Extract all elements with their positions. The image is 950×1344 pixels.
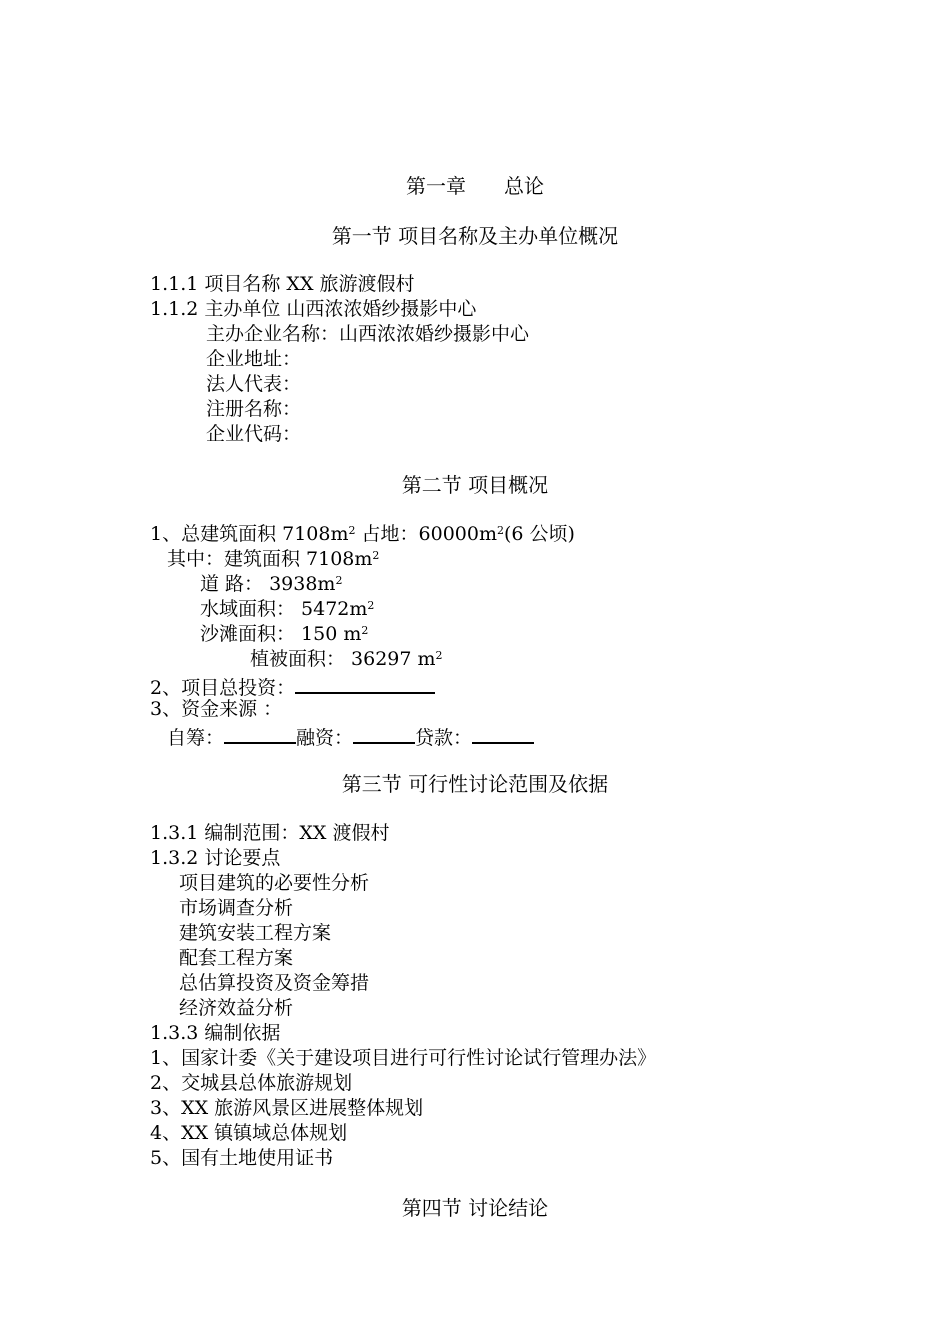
company-code-line: 企业代码： xyxy=(206,423,302,445)
sponsor-line: 1.1.2 主办单位 山西浓浓婚纱摄影中心 xyxy=(150,298,477,320)
basis-item: 2、交城县总体旅游规划 xyxy=(150,1072,353,1094)
land-area-text: 占地：60000m xyxy=(355,523,497,545)
superscript-2: 2 xyxy=(335,574,343,587)
superscript-2: 2 xyxy=(361,624,369,637)
chapter-heading xyxy=(0,173,950,199)
total-area-line xyxy=(150,522,575,547)
section-3-heading: 第三节 可行性讨论范围及依据 xyxy=(341,772,609,796)
total-investment-label: 2、项目总投资： xyxy=(150,677,296,699)
key-points-line: 1.3.2 讨论要点 xyxy=(150,847,281,869)
section-2-heading: 第二节 项目概况 xyxy=(401,473,549,497)
hectare-text: (6 公顷) xyxy=(504,523,575,545)
company-name-line: 主办企业名称：山西浓浓婚纱摄影中心 xyxy=(206,323,530,345)
superscript-2: 2 xyxy=(367,599,375,612)
superscript-2: 2 xyxy=(497,524,504,537)
road-area-text: 道 路： 3938m xyxy=(200,573,336,595)
key-point-item: 项目建筑的必要性分析 xyxy=(179,872,370,894)
road-area-line xyxy=(200,572,342,597)
key-point-item: 经济效益分析 xyxy=(179,997,294,1019)
vegetation-area-line xyxy=(250,647,443,672)
project-name-line: 1.1.1 项目名称 XX 旅游渡假村 xyxy=(150,273,415,295)
fund-breakdown-line xyxy=(167,722,534,751)
basis-line: 1.3.3 编制依据 xyxy=(150,1022,281,1044)
chapter-title: 总论 xyxy=(504,174,544,198)
key-point-item: 配套工程方案 xyxy=(179,947,294,969)
key-point-item: 建筑安装工程方案 xyxy=(179,922,332,944)
self-raised-label: 自筹： xyxy=(167,727,225,749)
section-1-heading: 第一节 项目名称及主办单位概况 xyxy=(331,224,619,248)
financing-blank xyxy=(353,722,415,744)
chapter-number: 第一章 xyxy=(406,174,466,198)
vegetation-area-text: 植被面积： 36297 m xyxy=(250,648,436,670)
legal-rep-line: 法人代表： xyxy=(206,373,302,395)
basis-item: 4、XX 镇镇域总体规划 xyxy=(150,1122,348,1144)
total-area-text: 1、总建筑面积 7108m xyxy=(150,523,349,545)
key-point-item: 市场调查分析 xyxy=(179,897,294,919)
beach-area-text: 沙滩面积： 150 m xyxy=(200,623,362,645)
building-area-text: 其中：建筑面积 7108m xyxy=(167,548,373,570)
superscript-2: 2 xyxy=(348,524,356,537)
section-4-heading: 第四节 讨论结论 xyxy=(401,1196,549,1220)
self-raised-blank xyxy=(224,722,296,744)
beach-area-line xyxy=(200,622,368,647)
company-address-line: 企业地址： xyxy=(206,348,302,370)
registered-name-line: 注册名称： xyxy=(206,398,302,420)
basis-item: 3、XX 旅游风景区进展整体规划 xyxy=(150,1097,424,1119)
loan-label: 贷款： xyxy=(415,727,473,749)
water-area-line xyxy=(200,597,374,622)
basis-item: 1、国家计委《关于建设项目进行可行性讨论试行管理办法》 xyxy=(150,1047,657,1069)
loan-blank xyxy=(472,722,534,744)
key-point-item: 总估算投资及资金筹措 xyxy=(179,972,370,994)
superscript-2: 2 xyxy=(372,549,380,562)
basis-item: 5、国有土地使用证书 xyxy=(150,1147,334,1169)
fund-source-line: 3、资金来源 ： xyxy=(150,698,283,720)
water-area-text: 水域面积： 5472m xyxy=(200,598,368,620)
superscript-2: 2 xyxy=(435,649,443,662)
building-area-line xyxy=(167,547,379,572)
total-investment-blank xyxy=(295,672,435,694)
financing-label: 融资： xyxy=(296,727,354,749)
scope-line: 1.3.1 编制范围：XX 渡假村 xyxy=(150,822,390,844)
